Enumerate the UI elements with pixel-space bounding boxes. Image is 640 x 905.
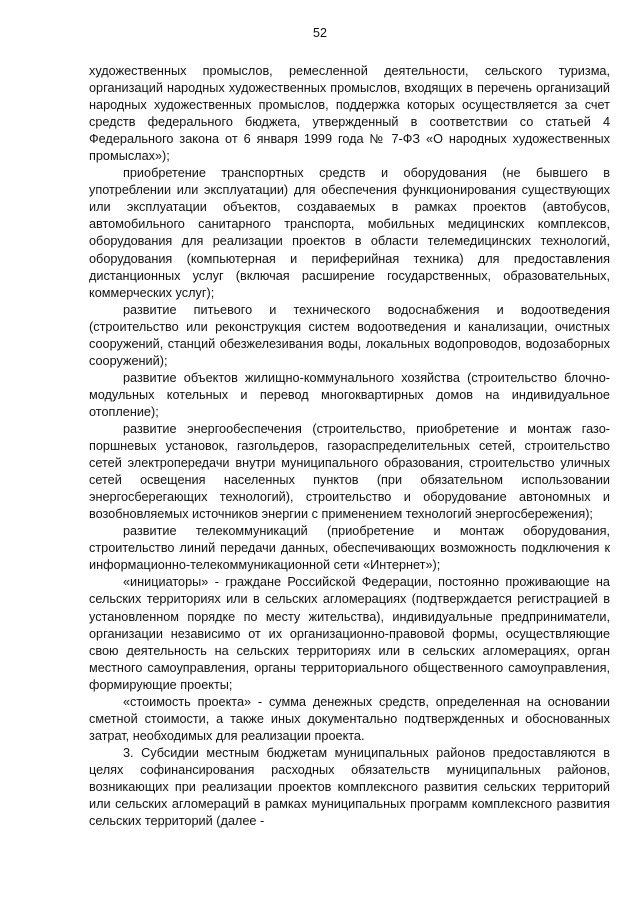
document-body [89,63,610,830]
paragraph-telecommunications: развитие телекоммуникаций (приобретение и монтаж оборудования, строительство линий передачи данных, обеспечивающих возможность подключения к информационно-телекоммуникационной сети «Интернет»); [89,524,610,573]
page-number: 52 [313,26,327,40]
paragraph-initiators-definition: «инициаторы» - граждане Российской Федерации, постоянно проживающие на сельских территориях или в сельских агломерациях (подтверждается регистрацией в установленном порядке по месту жительства), индивидуальные предприниматели, организации независимо от их организационно-правовой формы, осуществляющие свою деятельность на сельских территориях или в сельских агломерациях, орган местного самоуправления, органы территориального общественного самоуправления, формирующие проекты; [89,575,610,692]
paragraph-section-3: 3. Субсидии местным бюджетам муниципальных районов предоставляются в целях софинансирования расходных обязательств муниципальных районов, возникающих при реализации проектов комплексного развития сельских территорий или сельских агломераций в рамках муниципальных программ комплексного развития сельских территорий (далее - [89,745,610,829]
paragraph-transport: приобретение транспортных средств и оборудования (не бывшего в употреблении или эксплуатации) для обеспечения функционирования существующих или эксплуатации объектов, создаваемых в рамках проектов (автобусов, автомобильного санитарного транспорта, мобильных медицинских комплексов, оборудования для реализации проектов в области телемедицинских технологий, оборудования (компьютерная и периферийная техника) для предоставления дистанционных услуг (включая расширение государственных, образовательных, коммерческих услуг); [89,166,610,300]
paragraph-water-supply: развитие питьевого и технического водоснабжения и водоотведения (строительство или реконструкция систем водоотведения и канализации, очистных сооружений, станций обезжелезивания воды, локальных водопроводов, водозаборных сооружений); [89,302,610,368]
paragraph-project-cost-definition: «стоимость проекта» - сумма денежных средств, определенная на основании сметной стоимости, а также иных документально подтвержденных и обоснованных затрат, необходимых для реализации проекта. [89,694,610,743]
paragraph-energy-supply: развитие энергообеспечения (строительство, приобретение и монтаж газо-поршневых установок, газгольдеров, газораспределительных сетей, строительство сетей электропередачи внутри муниципального образования, строительство уличных сетей освещения населенных пунктов (при обязательном использовании энергосберегающих технологий), строительство и оборудование автономных и возобновляемых источников энергии с применением технологий энергосбережения); [89,421,610,522]
paragraph-continued: художественных промыслов, ремесленной деятельности, сельского туризма, организаций народных художественных промыслов, входящих в перечень организаций народных художественных промыслов, поддержка которых осуществляется за счет средств федерального бюджета, утвержденный в соответствии со статьей 4 Федерального закона от 6 января 1999 года № 7-ФЗ «О народных художественных промыслах»); [89,64,610,164]
paragraph-housing-utilities: развитие объектов жилищно-коммунального хозяйства (строительство блочно-модульных котельных и перевод многоквартирных домов на индивидуальное отопление); [89,370,610,419]
